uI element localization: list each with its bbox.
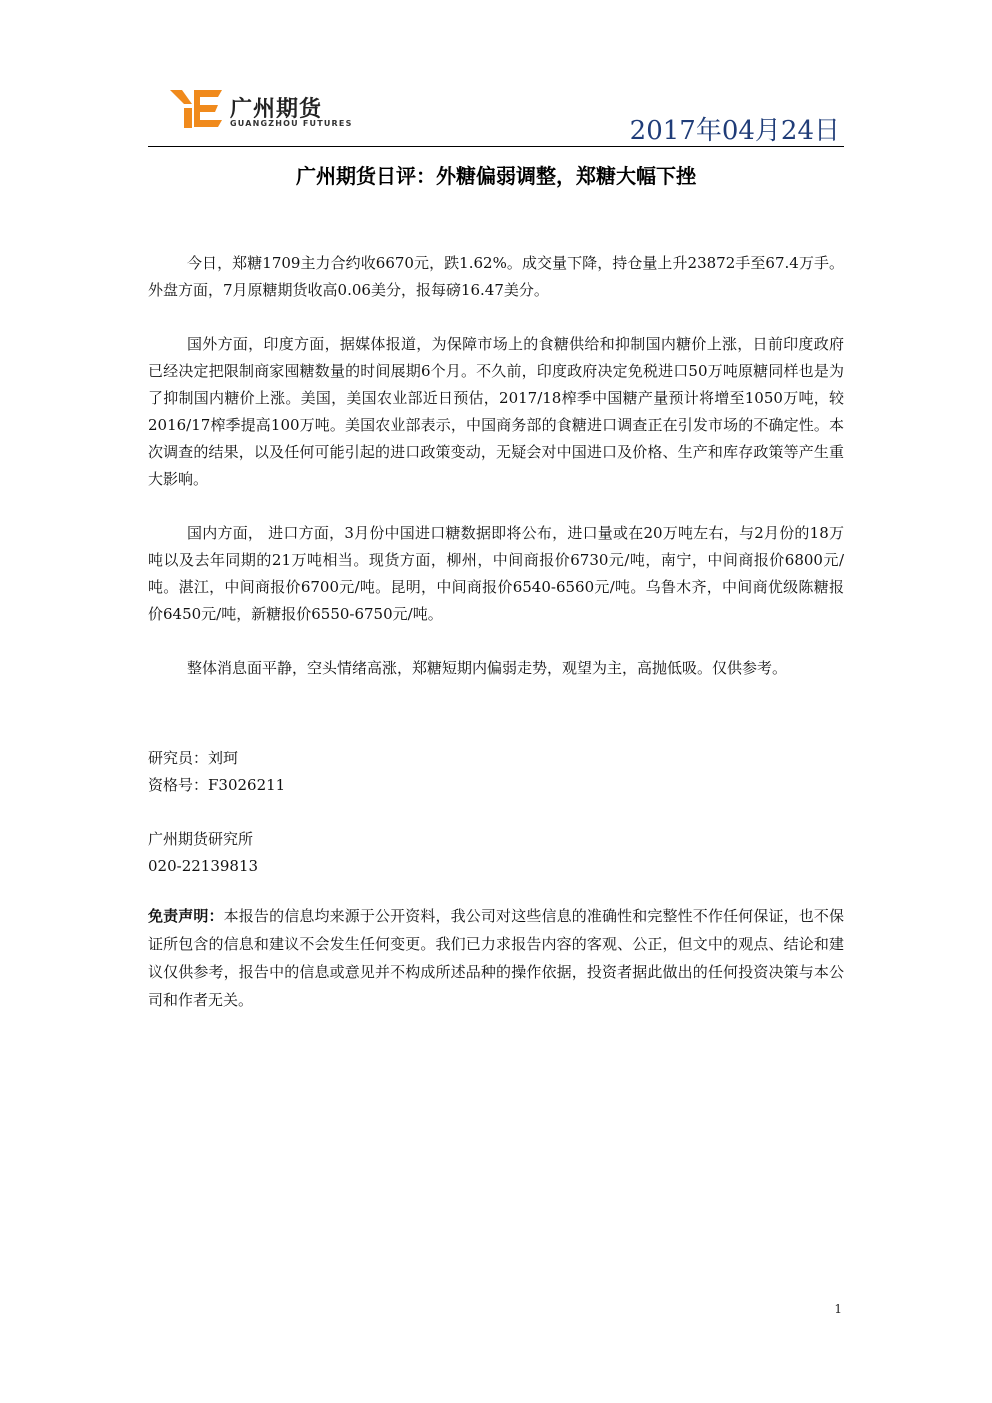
report-title: 广州期货日评：外糖偏弱调整，郑糖大幅下挫	[296, 164, 696, 188]
logo-chinese-text: 广州期货	[230, 97, 323, 122]
paragraph-international: 国外方面，印度方面，据媒体报道，为保障市场上的食糖供给和抑制国内糖价上涨，日前印度政府已经决定把限制商家囤糖数量的时间展期6个月。不久前，印度政府决定免税进口50万吨原糖同样也是为了抑制国内糖价上涨。美国，美国农业部近日预估，2017/18榨季中国糖产量预计将增至1050万吨，较2016/17榨季提高100万吨。美国农业部表示，中国商务部的食糖进口调查正在引发市场的不确定性。本次调查的结果，以及任何可能引起的进口政策变动，无疑会对中国进口及价格、生产和库存政策等产生重大影响。	[148, 335, 844, 488]
header-divider	[148, 146, 844, 147]
logo-english-text: GUANGZHOU FUTURES	[230, 119, 353, 128]
institute-name: 广州期货研究所	[148, 830, 254, 848]
institute-phone: 020-22139813	[148, 857, 259, 875]
disclaimer-label: 免责声明：	[148, 907, 224, 925]
disclaimer	[148, 902, 844, 1014]
license-number: 资格号：F3026211	[148, 776, 286, 794]
guangzhou-futures-logo-icon	[170, 90, 222, 128]
researcher-name: 研究员：刘珂	[148, 749, 239, 767]
report-body	[148, 250, 844, 709]
page-number: 1	[834, 1302, 842, 1316]
signature-spacer	[148, 799, 844, 826]
signature-block	[148, 745, 844, 880]
report-date: 2017年04月24日	[629, 116, 840, 146]
paragraph-market-summary: 今日，郑糖1709主力合约收6670元，跌1.62%。成交量下降，持仓量上升23872手至67.4万手。外盘方面，7月原糖期货收高0.06美分，报每磅16.47美分。	[148, 254, 844, 299]
paragraph-domestic: 国内方面， 进口方面，3月份中国进口糖数据即将公布，进口量或在20万吨左右，与2月份的18万吨以及去年同期的21万吨相当。现货方面，柳州，中间商报价6730元/吨，南宁，中间商报价6800元/吨。湛江，中间商报价6700元/吨。昆明，中间商报价6540-6560元/吨。乌鲁木齐，中间商优级陈糖报价6450元/吨，新糖报价6550-6750元/吨。	[148, 524, 844, 623]
company-logo	[170, 90, 390, 132]
paragraph-outlook: 整体消息面平静，空头情绪高涨，郑糖短期内偏弱走势，观望为主，高抛低吸。仅供参考。	[187, 659, 788, 677]
disclaimer-text: 本报告的信息均来源于公开资料，我公司对这些信息的准确性和完整性不作任何保证，也不保证所包含的信息和建议不会发生任何变更。我们已力求报告内容的客观、公正，但文中的观点、结论和建议仅供参考，报告中的信息或意见并不构成所述品种的操作依据，投资者据此做出的任何投资决策与本公司和作者无关。	[148, 907, 844, 1009]
